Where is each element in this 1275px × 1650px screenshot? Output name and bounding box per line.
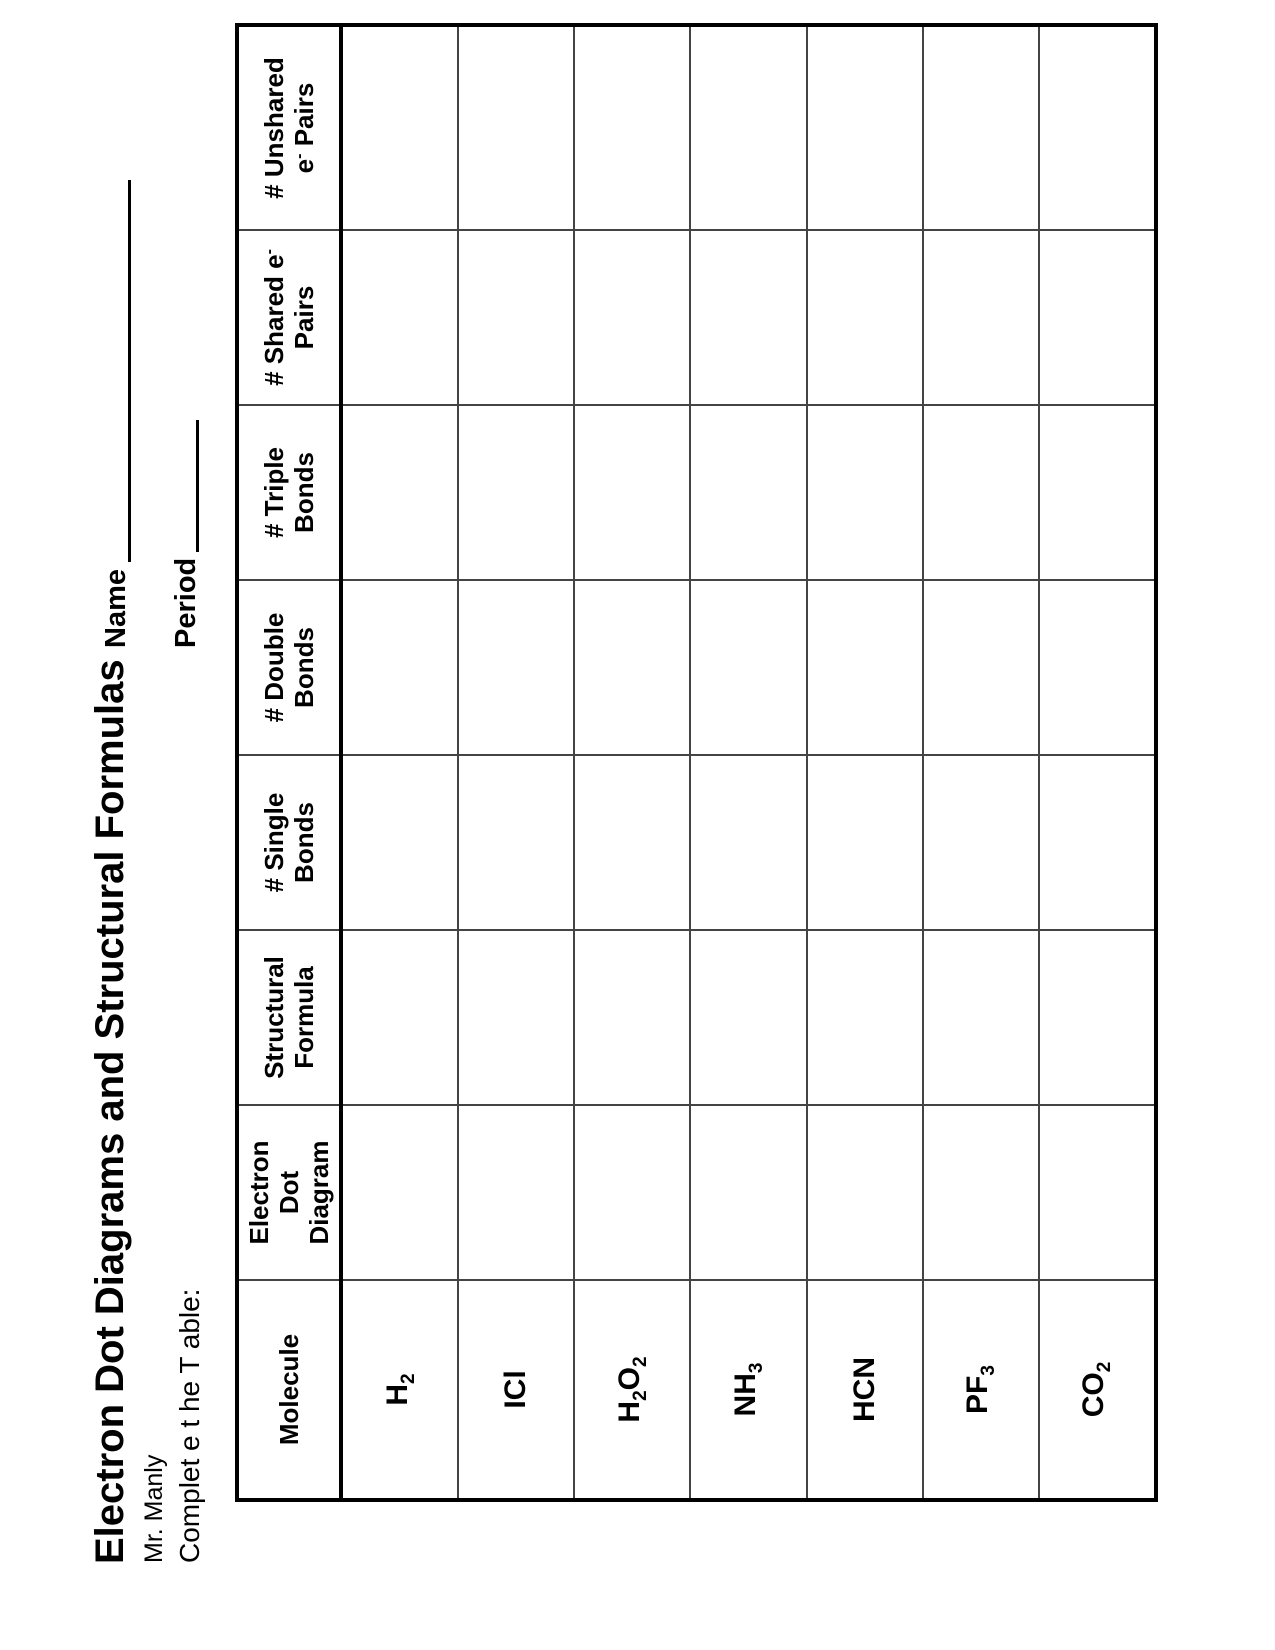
unshared-pairs-cell: [341, 25, 458, 230]
table-row: [341, 25, 458, 1500]
shared-pairs-cell: [807, 230, 923, 405]
double-bonds-cell: [341, 580, 458, 755]
single-bonds-cell: [458, 755, 574, 930]
table-row: [690, 25, 806, 1500]
column-header-label: # Unshared: [259, 57, 289, 199]
molecule-formula-part: CO: [1077, 1372, 1111, 1418]
molecule-formula-part: O: [612, 1367, 646, 1391]
column-header-shared-pairs: [237, 230, 341, 405]
column-header-label: Diagram: [304, 1140, 334, 1245]
column-header-label: Electron: [244, 1140, 274, 1245]
molecule-cell: [341, 1280, 458, 1500]
molecule-cell: [1039, 1280, 1156, 1500]
table-row: [923, 25, 1039, 1500]
unshared-pairs-cell: [690, 25, 806, 230]
single-bonds-cell: [1039, 755, 1156, 930]
molecule-cell: [574, 1280, 690, 1500]
unshared-pairs-cell: [807, 25, 923, 230]
table-body: [341, 25, 1156, 1500]
shared-pairs-cell: [458, 230, 574, 405]
shared-pairs-cell: [923, 230, 1039, 405]
column-header-double-bonds: [237, 580, 341, 755]
worksheet-table: [235, 23, 1158, 1502]
column-header-label: # Shared e: [259, 254, 289, 386]
electron-dot-cell: [1039, 1105, 1156, 1280]
name-label: Name: [100, 569, 132, 648]
structural-formula-cell: [341, 930, 458, 1105]
molecule-formula-part: NH: [728, 1373, 762, 1417]
shared-pairs-cell: [574, 230, 690, 405]
unshared-pairs-cell: [923, 25, 1039, 230]
shared-pairs-cell: [341, 230, 458, 405]
unshared-pairs-cell: [1039, 25, 1156, 230]
electron-dot-cell: [923, 1105, 1039, 1280]
structural-formula-cell: [574, 930, 690, 1105]
name-blank-line: [128, 180, 131, 562]
electron-dot-cell: [574, 1105, 690, 1280]
molecule-formula-part: H: [612, 1400, 646, 1423]
period-blank-line: [196, 420, 199, 552]
formula-subscript: 3: [978, 1365, 1000, 1376]
formula-subscript: 3: [745, 1362, 767, 1374]
single-bonds-cell: [574, 755, 690, 930]
electron-dot-cell: [458, 1105, 574, 1280]
column-header-label: Bonds: [289, 627, 319, 708]
column-header-label: e: [289, 158, 319, 174]
unshared-pairs-cell: [458, 25, 574, 230]
double-bonds-cell: [458, 580, 574, 755]
column-header-label: Pairs: [289, 285, 319, 350]
triple-bonds-cell: [690, 405, 806, 580]
column-header-label: Bonds: [289, 802, 319, 883]
electron-dot-cell: [807, 1105, 923, 1280]
electron-dot-cell: [341, 1105, 458, 1280]
period-label: Period: [170, 557, 202, 648]
double-bonds-cell: [574, 580, 690, 755]
molecule-formula-part: HCN: [847, 1357, 881, 1422]
shared-pairs-cell: [690, 230, 806, 405]
table-row: [807, 25, 923, 1500]
molecule-cell: [807, 1280, 923, 1500]
column-header-label: # Triple: [259, 446, 289, 539]
molecule-cell: [458, 1280, 574, 1500]
electron-dot-cell: [690, 1105, 806, 1280]
triple-bonds-cell: [1039, 405, 1156, 580]
shared-pairs-cell: [1039, 230, 1156, 405]
column-header-electron-dot-diagram: [237, 1105, 341, 1280]
superscript-minus: -: [291, 153, 308, 159]
molecule-cell: [690, 1280, 806, 1500]
column-header-label: Structural: [259, 956, 289, 1079]
molecule-formula-part: H: [380, 1383, 414, 1406]
page-title: Electron Dot Diagrams and Structural Formulas: [88, 659, 132, 1564]
structural-formula-cell: [807, 930, 923, 1105]
column-header-molecule: [237, 1280, 341, 1500]
table-row: [458, 25, 574, 1500]
column-header-unshared-pairs: [237, 25, 341, 230]
structural-formula-cell: [458, 930, 574, 1105]
formula-subscript: 2: [629, 1356, 651, 1367]
instructions: Complet e t he T able:: [174, 1288, 205, 1563]
unshared-pairs-cell: [574, 25, 690, 230]
structural-formula-cell: [690, 930, 806, 1105]
molecule-formula-part: PF: [961, 1375, 995, 1414]
column-header-label: Formula: [289, 966, 319, 1069]
formula-subscript: 2: [397, 1373, 419, 1384]
header-row: [237, 25, 341, 1500]
triple-bonds-cell: [807, 405, 923, 580]
column-header-structural-formula: [237, 930, 341, 1105]
column-header-triple-bonds: [237, 405, 341, 580]
structural-formula-cell: [1039, 930, 1156, 1105]
column-header-label: Pairs: [289, 82, 319, 154]
formula-subscript: 2: [1094, 1361, 1116, 1373]
molecule-formula-part: ICl: [499, 1370, 533, 1409]
column-header-label: # Single: [259, 792, 289, 893]
table-row: [1039, 25, 1156, 1500]
molecule-cell: [923, 1280, 1039, 1500]
column-header-label: Dot: [274, 1170, 304, 1215]
double-bonds-cell: [1039, 580, 1156, 755]
column-header-label: # Double: [259, 612, 289, 723]
single-bonds-cell: [923, 755, 1039, 930]
structural-formula-cell: [923, 930, 1039, 1105]
triple-bonds-cell: [341, 405, 458, 580]
single-bonds-cell: [807, 755, 923, 930]
column-header-label: Molecule: [274, 1333, 304, 1446]
single-bonds-cell: [690, 755, 806, 930]
triple-bonds-cell: [574, 405, 690, 580]
double-bonds-cell: [807, 580, 923, 755]
triple-bonds-cell: [923, 405, 1039, 580]
formula-subscript: 2: [629, 1390, 651, 1401]
superscript-minus: -: [261, 249, 278, 255]
column-header-label: Bonds: [289, 452, 319, 533]
single-bonds-cell: [341, 755, 458, 930]
triple-bonds-cell: [458, 405, 574, 580]
teacher-name: Mr. Manly: [140, 1454, 168, 1563]
table-row: [574, 25, 690, 1500]
column-header-single-bonds: [237, 755, 341, 930]
double-bonds-cell: [923, 580, 1039, 755]
double-bonds-cell: [690, 580, 806, 755]
